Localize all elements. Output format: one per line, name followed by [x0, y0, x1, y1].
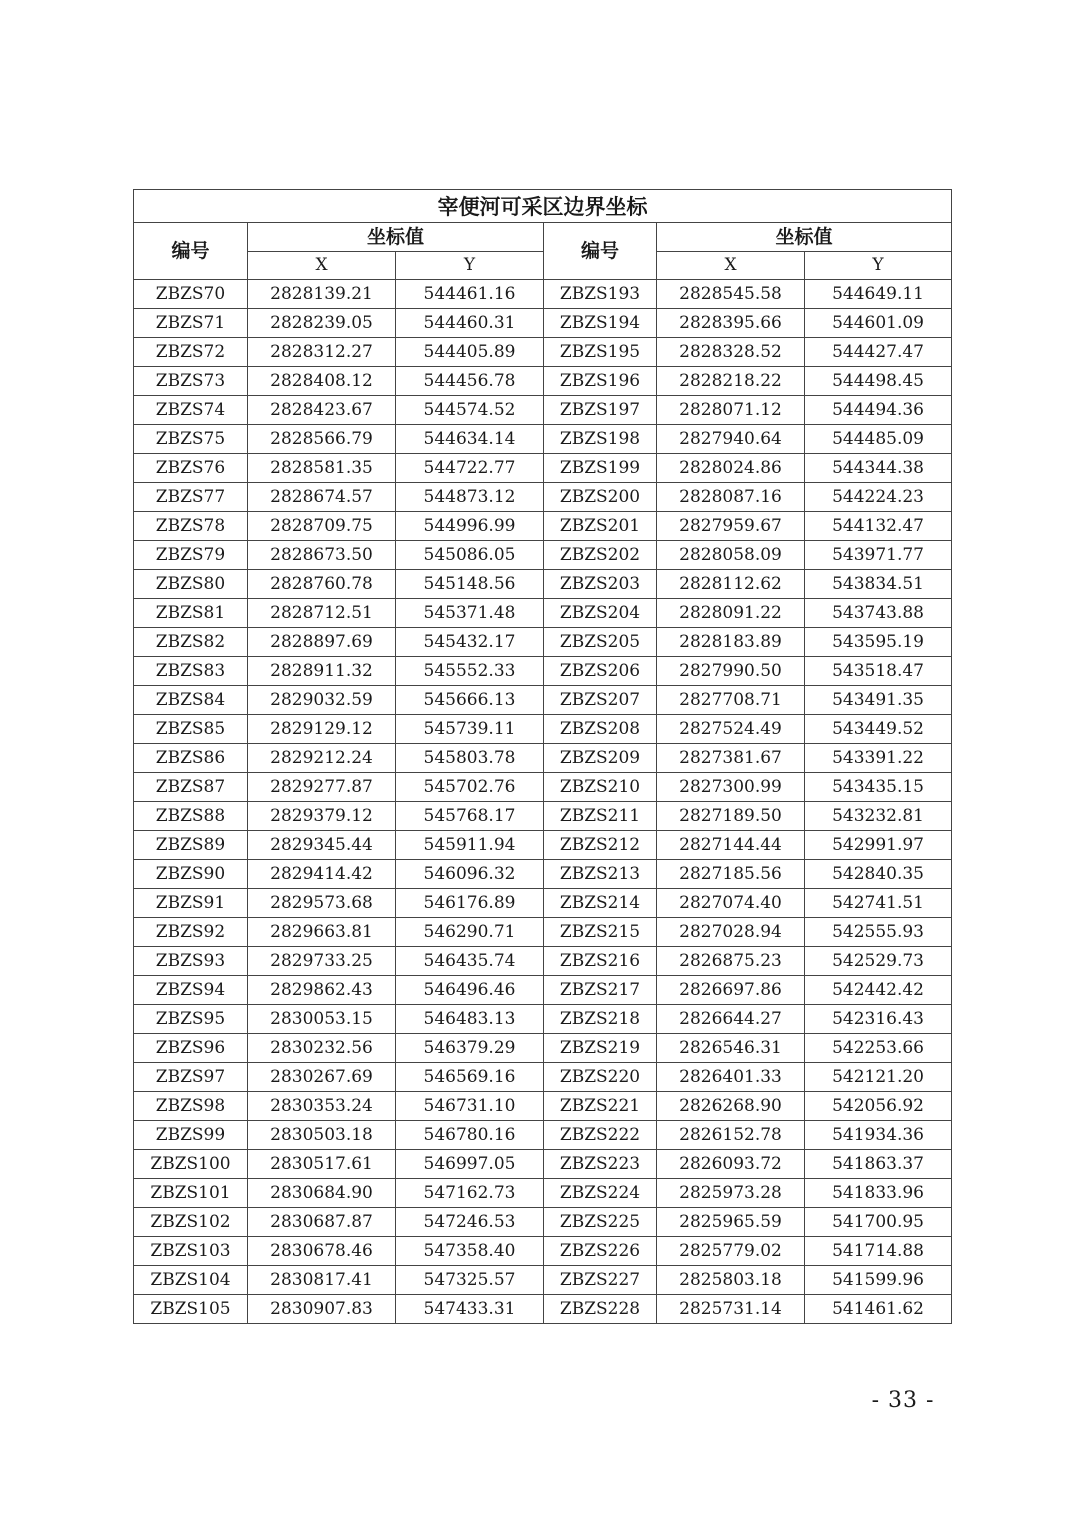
table-row [134, 1063, 952, 1092]
row-y-right: 543435.15 [805, 773, 952, 802]
row-x-left: 2830517.61 [248, 1150, 396, 1179]
row-y-right: 543518.47 [805, 657, 952, 686]
row-id-right: ZBZS209 [544, 744, 657, 773]
row-y-left: 544456.78 [396, 367, 544, 396]
row-y-left: 547325.57 [396, 1266, 544, 1295]
row-id-right: ZBZS225 [544, 1208, 657, 1237]
row-x-left: 2828312.27 [248, 338, 396, 367]
row-x-right: 2825973.28 [657, 1179, 805, 1208]
row-y-left: 545739.11 [396, 715, 544, 744]
table-row [134, 280, 952, 309]
row-y-left: 544634.14 [396, 425, 544, 454]
row-y-right: 541714.88 [805, 1237, 952, 1266]
table-row [134, 657, 952, 686]
row-y-right: 543232.81 [805, 802, 952, 831]
table-row [134, 976, 952, 1005]
table-row [134, 947, 952, 976]
row-y-right: 542056.92 [805, 1092, 952, 1121]
row-x-right: 2827028.94 [657, 918, 805, 947]
row-id-right: ZBZS201 [544, 512, 657, 541]
row-id-left: ZBZS79 [134, 541, 248, 570]
table-row [134, 570, 952, 599]
row-x-left: 2829733.25 [248, 947, 396, 976]
row-y-left: 545803.78 [396, 744, 544, 773]
row-id-right: ZBZS200 [544, 483, 657, 512]
row-id-left: ZBZS74 [134, 396, 248, 425]
row-y-right: 543449.52 [805, 715, 952, 744]
row-id-left: ZBZS98 [134, 1092, 248, 1121]
row-y-left: 545086.05 [396, 541, 544, 570]
row-x-right: 2828545.58 [657, 280, 805, 309]
row-x-left: 2828566.79 [248, 425, 396, 454]
row-x-left: 2828709.75 [248, 512, 396, 541]
row-y-right: 542316.43 [805, 1005, 952, 1034]
row-x-left: 2829573.68 [248, 889, 396, 918]
row-x-left: 2828674.57 [248, 483, 396, 512]
row-y-right: 541833.96 [805, 1179, 952, 1208]
row-id-left: ZBZS82 [134, 628, 248, 657]
row-id-right: ZBZS193 [544, 280, 657, 309]
table-row [134, 1208, 952, 1237]
row-y-left: 545432.17 [396, 628, 544, 657]
row-y-right: 542442.42 [805, 976, 952, 1005]
row-y-left: 546496.46 [396, 976, 544, 1005]
row-id-right: ZBZS197 [544, 396, 657, 425]
row-y-left: 546731.10 [396, 1092, 544, 1121]
row-y-left: 546176.89 [396, 889, 544, 918]
row-y-right: 542253.66 [805, 1034, 952, 1063]
table-row [134, 802, 952, 831]
row-y-left: 544461.16 [396, 280, 544, 309]
row-x-left: 2830503.18 [248, 1121, 396, 1150]
row-x-left: 2829212.24 [248, 744, 396, 773]
row-x-left: 2830353.24 [248, 1092, 396, 1121]
row-x-right: 2827300.99 [657, 773, 805, 802]
table-row [134, 1034, 952, 1063]
table-row [134, 860, 952, 889]
table-row [134, 396, 952, 425]
coordinate-table [133, 189, 952, 1324]
row-id-right: ZBZS203 [544, 570, 657, 599]
row-x-right: 2828058.09 [657, 541, 805, 570]
page-number: - 33 - [871, 1388, 935, 1413]
table-row [134, 338, 952, 367]
row-id-right: ZBZS224 [544, 1179, 657, 1208]
row-id-left: ZBZS86 [134, 744, 248, 773]
row-id-right: ZBZS199 [544, 454, 657, 483]
row-id-left: ZBZS95 [134, 1005, 248, 1034]
row-y-left: 545552.33 [396, 657, 544, 686]
row-y-left: 547358.40 [396, 1237, 544, 1266]
table-row [134, 744, 952, 773]
row-id-left: ZBZS81 [134, 599, 248, 628]
row-y-right: 544485.09 [805, 425, 952, 454]
row-x-right: 2826875.23 [657, 947, 805, 976]
table-row [134, 483, 952, 512]
row-y-right: 543491.35 [805, 686, 952, 715]
row-id-left: ZBZS76 [134, 454, 248, 483]
table-row [134, 454, 952, 483]
row-y-left: 547433.31 [396, 1295, 544, 1324]
row-id-right: ZBZS207 [544, 686, 657, 715]
id-header-left: 编号 [134, 223, 248, 280]
row-x-right: 2826093.72 [657, 1150, 805, 1179]
row-id-right: ZBZS218 [544, 1005, 657, 1034]
row-x-left: 2830053.15 [248, 1005, 396, 1034]
row-id-left: ZBZS103 [134, 1237, 248, 1266]
table-row [134, 309, 952, 338]
table-row [134, 831, 952, 860]
table-row [134, 1005, 952, 1034]
row-y-left: 545666.13 [396, 686, 544, 715]
table-row [134, 773, 952, 802]
row-x-left: 2828673.50 [248, 541, 396, 570]
row-id-right: ZBZS214 [544, 889, 657, 918]
row-y-right: 544498.45 [805, 367, 952, 396]
row-x-left: 2828760.78 [248, 570, 396, 599]
row-y-right: 541700.95 [805, 1208, 952, 1237]
row-x-right: 2826268.90 [657, 1092, 805, 1121]
row-id-right: ZBZS220 [544, 1063, 657, 1092]
table-row [134, 686, 952, 715]
row-id-left: ZBZS71 [134, 309, 248, 338]
row-id-right: ZBZS213 [544, 860, 657, 889]
row-x-right: 2827940.64 [657, 425, 805, 454]
row-id-right: ZBZS217 [544, 976, 657, 1005]
row-y-left: 544722.77 [396, 454, 544, 483]
row-y-right: 541863.37 [805, 1150, 952, 1179]
row-id-left: ZBZS89 [134, 831, 248, 860]
row-x-left: 2828911.32 [248, 657, 396, 686]
row-x-right: 2828112.62 [657, 570, 805, 599]
row-id-left: ZBZS92 [134, 918, 248, 947]
row-id-left: ZBZS102 [134, 1208, 248, 1237]
row-y-left: 545371.48 [396, 599, 544, 628]
row-y-left: 546569.16 [396, 1063, 544, 1092]
row-id-left: ZBZS94 [134, 976, 248, 1005]
row-id-right: ZBZS210 [544, 773, 657, 802]
row-id-left: ZBZS100 [134, 1150, 248, 1179]
row-id-right: ZBZS216 [544, 947, 657, 976]
row-id-left: ZBZS91 [134, 889, 248, 918]
row-x-right: 2826697.86 [657, 976, 805, 1005]
row-id-right: ZBZS205 [544, 628, 657, 657]
row-id-left: ZBZS97 [134, 1063, 248, 1092]
row-x-left: 2829862.43 [248, 976, 396, 1005]
row-id-left: ZBZS87 [134, 773, 248, 802]
row-y-right: 541934.36 [805, 1121, 952, 1150]
row-id-left: ZBZS70 [134, 280, 248, 309]
row-y-left: 544996.99 [396, 512, 544, 541]
row-x-left: 2829129.12 [248, 715, 396, 744]
row-x-left: 2830817.41 [248, 1266, 396, 1295]
row-id-right: ZBZS198 [544, 425, 657, 454]
row-x-right: 2828218.22 [657, 367, 805, 396]
row-x-left: 2828712.51 [248, 599, 396, 628]
row-x-left: 2830907.83 [248, 1295, 396, 1324]
row-x-right: 2825803.18 [657, 1266, 805, 1295]
row-y-right: 542840.35 [805, 860, 952, 889]
row-id-right: ZBZS196 [544, 367, 657, 396]
row-y-right: 543743.88 [805, 599, 952, 628]
row-id-left: ZBZS84 [134, 686, 248, 715]
row-y-left: 547246.53 [396, 1208, 544, 1237]
row-y-left: 544460.31 [396, 309, 544, 338]
row-id-right: ZBZS227 [544, 1266, 657, 1295]
row-y-left: 546997.05 [396, 1150, 544, 1179]
table-row [134, 425, 952, 454]
row-id-left: ZBZS99 [134, 1121, 248, 1150]
table-row [134, 1266, 952, 1295]
table-row [134, 889, 952, 918]
row-y-left: 546780.16 [396, 1121, 544, 1150]
x-header-right: X [657, 252, 805, 280]
row-id-left: ZBZS85 [134, 715, 248, 744]
row-y-left: 545148.56 [396, 570, 544, 599]
row-id-left: ZBZS104 [134, 1266, 248, 1295]
row-x-left: 2829032.59 [248, 686, 396, 715]
row-id-left: ZBZS78 [134, 512, 248, 541]
row-x-right: 2827990.50 [657, 657, 805, 686]
row-y-right: 544649.11 [805, 280, 952, 309]
row-id-left: ZBZS101 [134, 1179, 248, 1208]
row-y-left: 546290.71 [396, 918, 544, 947]
row-id-right: ZBZS221 [544, 1092, 657, 1121]
row-y-left: 544873.12 [396, 483, 544, 512]
row-x-left: 2829379.12 [248, 802, 396, 831]
row-id-right: ZBZS202 [544, 541, 657, 570]
row-id-right: ZBZS226 [544, 1237, 657, 1266]
row-y-left: 546096.32 [396, 860, 544, 889]
row-y-right: 543834.51 [805, 570, 952, 599]
table-row [134, 1237, 952, 1266]
row-x-left: 2829663.81 [248, 918, 396, 947]
row-x-left: 2830232.56 [248, 1034, 396, 1063]
row-x-right: 2828328.52 [657, 338, 805, 367]
row-x-left: 2828239.05 [248, 309, 396, 338]
row-y-left: 546483.13 [396, 1005, 544, 1034]
table-row [134, 1150, 952, 1179]
row-x-right: 2827381.67 [657, 744, 805, 773]
row-y-right: 544224.23 [805, 483, 952, 512]
row-y-right: 544427.47 [805, 338, 952, 367]
row-x-right: 2828183.89 [657, 628, 805, 657]
row-id-right: ZBZS223 [544, 1150, 657, 1179]
coord-header-left: 坐标值 [248, 223, 544, 252]
table-row [134, 715, 952, 744]
row-id-right: ZBZS211 [544, 802, 657, 831]
coordinate-table-container [133, 189, 951, 1324]
row-id-right: ZBZS204 [544, 599, 657, 628]
row-y-right: 542555.93 [805, 918, 952, 947]
row-id-right: ZBZS208 [544, 715, 657, 744]
row-x-right: 2828087.16 [657, 483, 805, 512]
row-id-left: ZBZS88 [134, 802, 248, 831]
row-x-left: 2830687.87 [248, 1208, 396, 1237]
row-id-right: ZBZS228 [544, 1295, 657, 1324]
row-id-left: ZBZS75 [134, 425, 248, 454]
row-id-left: ZBZS72 [134, 338, 248, 367]
row-x-left: 2828423.67 [248, 396, 396, 425]
row-x-left: 2829414.42 [248, 860, 396, 889]
row-id-right: ZBZS215 [544, 918, 657, 947]
row-id-right: ZBZS212 [544, 831, 657, 860]
row-x-left: 2830267.69 [248, 1063, 396, 1092]
table-row [134, 1179, 952, 1208]
row-y-right: 544494.36 [805, 396, 952, 425]
row-x-right: 2827708.71 [657, 686, 805, 715]
row-y-left: 545911.94 [396, 831, 544, 860]
row-x-right: 2825965.59 [657, 1208, 805, 1237]
table-row [134, 512, 952, 541]
row-x-right: 2827189.50 [657, 802, 805, 831]
table-row [134, 918, 952, 947]
row-x-left: 2830678.46 [248, 1237, 396, 1266]
row-x-left: 2829277.87 [248, 773, 396, 802]
row-x-right: 2827959.67 [657, 512, 805, 541]
table-row [134, 628, 952, 657]
row-id-right: ZBZS194 [544, 309, 657, 338]
row-x-left: 2828581.35 [248, 454, 396, 483]
row-id-right: ZBZS219 [544, 1034, 657, 1063]
table-header [134, 190, 952, 280]
row-y-right: 544132.47 [805, 512, 952, 541]
table-title: 宰便河可采区边界坐标 [134, 190, 952, 223]
row-id-left: ZBZS77 [134, 483, 248, 512]
row-id-left: ZBZS90 [134, 860, 248, 889]
row-x-right: 2827074.40 [657, 889, 805, 918]
coord-header-right: 坐标值 [657, 223, 952, 252]
row-y-right: 541599.96 [805, 1266, 952, 1295]
row-x-left: 2828897.69 [248, 628, 396, 657]
row-id-right: ZBZS222 [544, 1121, 657, 1150]
row-id-left: ZBZS73 [134, 367, 248, 396]
table-row [134, 367, 952, 396]
row-y-right: 544601.09 [805, 309, 952, 338]
row-y-left: 544574.52 [396, 396, 544, 425]
row-y-right: 543971.77 [805, 541, 952, 570]
row-y-right: 544344.38 [805, 454, 952, 483]
row-x-right: 2828024.86 [657, 454, 805, 483]
table-row [134, 1121, 952, 1150]
row-id-left: ZBZS83 [134, 657, 248, 686]
x-header-left: X [248, 252, 396, 280]
row-y-left: 544405.89 [396, 338, 544, 367]
row-id-right: ZBZS206 [544, 657, 657, 686]
table-body [134, 280, 952, 1324]
row-y-right: 543391.22 [805, 744, 952, 773]
row-x-right: 2826546.31 [657, 1034, 805, 1063]
row-x-left: 2829345.44 [248, 831, 396, 860]
row-x-right: 2825731.14 [657, 1295, 805, 1324]
row-y-right: 541461.62 [805, 1295, 952, 1324]
row-id-left: ZBZS80 [134, 570, 248, 599]
row-y-right: 542741.51 [805, 889, 952, 918]
table-row [134, 1092, 952, 1121]
row-x-left: 2828139.21 [248, 280, 396, 309]
row-y-left: 545702.76 [396, 773, 544, 802]
table-row [134, 541, 952, 570]
row-y-right: 542121.20 [805, 1063, 952, 1092]
row-x-right: 2828395.66 [657, 309, 805, 338]
table-row [134, 1295, 952, 1324]
y-header-left: Y [396, 252, 544, 280]
row-x-right: 2827185.56 [657, 860, 805, 889]
id-header-right: 编号 [544, 223, 657, 280]
row-x-right: 2827524.49 [657, 715, 805, 744]
row-x-right: 2828071.12 [657, 396, 805, 425]
row-x-right: 2826644.27 [657, 1005, 805, 1034]
row-y-left: 545768.17 [396, 802, 544, 831]
row-y-right: 543595.19 [805, 628, 952, 657]
row-y-left: 546435.74 [396, 947, 544, 976]
table-row [134, 599, 952, 628]
row-y-right: 542991.97 [805, 831, 952, 860]
row-id-left: ZBZS105 [134, 1295, 248, 1324]
row-y-left: 546379.29 [396, 1034, 544, 1063]
row-id-left: ZBZS93 [134, 947, 248, 976]
row-id-left: ZBZS96 [134, 1034, 248, 1063]
row-x-right: 2828091.22 [657, 599, 805, 628]
row-x-right: 2827144.44 [657, 831, 805, 860]
row-x-left: 2830684.90 [248, 1179, 396, 1208]
row-x-right: 2825779.02 [657, 1237, 805, 1266]
row-id-right: ZBZS195 [544, 338, 657, 367]
y-header-right: Y [805, 252, 952, 280]
row-x-right: 2826401.33 [657, 1063, 805, 1092]
row-x-left: 2828408.12 [248, 367, 396, 396]
row-x-right: 2826152.78 [657, 1121, 805, 1150]
row-y-left: 547162.73 [396, 1179, 544, 1208]
row-y-right: 542529.73 [805, 947, 952, 976]
